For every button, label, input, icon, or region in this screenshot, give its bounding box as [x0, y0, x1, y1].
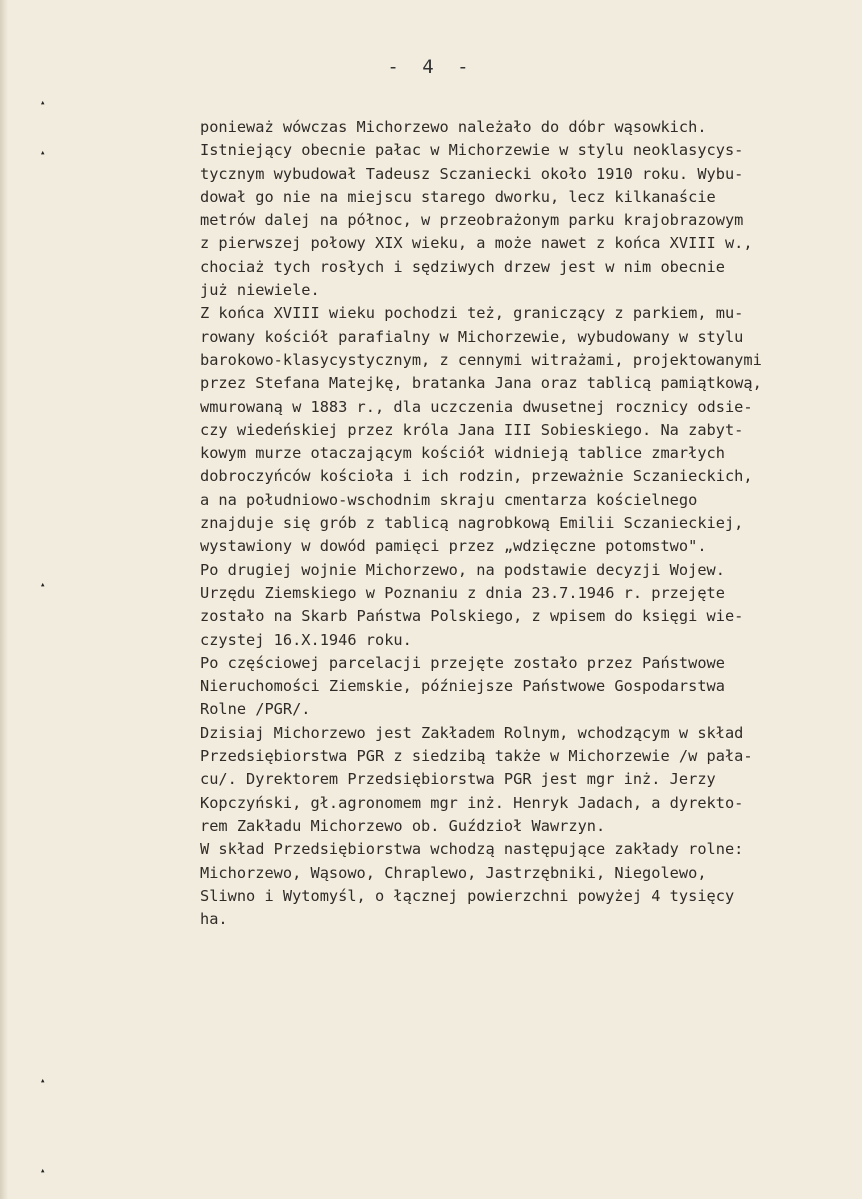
typed-text-body — [200, 116, 762, 931]
text-line: wystawiony w dowód pamięci przez „wdzięczne potomstwo". — [200, 537, 707, 556]
text-line: Istniejący obecnie pałac w Michorzewie w stylu neoklasycys- — [200, 141, 744, 160]
text-line: zostało na Skarb Państwa Polskiego, z wpisem do księgi wie- — [200, 607, 744, 626]
text-line: ponieważ wówczas Michorzewo należało do dóbr wąsowkich. — [200, 118, 707, 136]
text-line: Sliwno i Wytomyśl, o łącznej powierzchni powyżej 4 tysięcy — [200, 886, 735, 905]
text-line: dował go nie na miejscu starego dworku, lecz kilkanaście — [200, 187, 716, 206]
page-number: - 4 - — [387, 56, 475, 78]
text-line: rowany kościół parafialny w Michorzewie, wybudowany w stylu — [200, 327, 744, 346]
text-line: chociaż tych rosłych i sędziwych drzew jest w nim obecnie — [200, 257, 725, 276]
margin-mark: ▴ — [40, 1076, 46, 1086]
scan-edge-shadow — [0, 0, 8, 1199]
margin-mark: ▴ — [40, 1166, 46, 1176]
text-line: Urzędu Ziemskiego w Poznaniu z dnia 23.7.1946 r. przejęte — [200, 583, 725, 602]
text-line: Nieruchomości Ziemskie, późniejsze Państwowe Gospodarstwa — [200, 677, 725, 696]
text-line: ha. — [200, 910, 228, 929]
text-line: Kopczyński, gł.agronomem mgr inż. Henryk Jadach, a dyrekto- — [200, 793, 744, 812]
text-line: dobroczyńców kościoła i ich rodzin, przeważnie Sczanieckich, — [200, 467, 753, 486]
text-line: już niewiele. — [200, 281, 320, 300]
text-line: Dzisiaj Michorzewo jest Zakładem Rolnym, wchodzącym w skład — [200, 723, 744, 742]
margin-mark: ▴ — [40, 580, 46, 590]
text-line: wmurowaną w 1883 r., dla uczczenia dwusetnej rocznicy odsie- — [200, 397, 753, 416]
text-line: tycznym wybudował Tadeusz Sczaniecki około 1910 roku. Wybu- — [200, 164, 744, 183]
text-line: Po drugiej wojnie Michorzewo, na podstawie decyzji Wojew. — [200, 560, 725, 579]
text-line: znajduje się grób z tablicą nagrobkową Emilii Sczanieckiej, — [200, 514, 744, 533]
margin-mark: ▴ — [40, 148, 46, 158]
text-line: kowym murze otaczającym kościół widnieją tablice zmarłych — [200, 444, 725, 463]
text-line: Z końca XVIII wieku pochodzi też, graniczący z parkiem, mu- — [200, 304, 744, 323]
text-line: cu/. Dyrektorem Przedsiębiorstwa PGR jest mgr inż. Jerzy — [200, 770, 716, 789]
text-line: przez Stefana Matejkę, bratanka Jana oraz tablicą pamiątkową, — [200, 374, 762, 393]
text-line: Rolne /PGR/. — [200, 700, 311, 719]
text-line: z pierwszej połowy XIX wieku, a może nawet z końca XVIII w., — [200, 234, 753, 253]
text-line: czystej 16.X.1946 roku. — [200, 630, 412, 649]
text-line: Po częściowej parcelacji przejęte zostało przez Państwowe — [200, 653, 725, 672]
text-line: a na południowo-wschodnim skraju cmentarza kościelnego — [200, 490, 698, 509]
text-line: rem Zakładu Michorzewo ob. Guździoł Wawrzyn. — [200, 816, 606, 835]
text-line: czy wiedeńskiej przez króla Jana III Sobieskiego. Na zabyt- — [200, 420, 744, 439]
text-line: Michorzewo, Wąsowo, Chraplewo, Jastrzębniki, Niegolewo, — [200, 863, 707, 882]
margin-mark: ▴ — [40, 98, 46, 108]
text-line: Przedsiębiorstwa PGR z siedzibą także w Michorzewie /w pała- — [200, 747, 753, 766]
text-line: barokowo-klasycystycznym, z cennymi witrażami, projektowanymi — [200, 350, 762, 369]
text-line: metrów dalej na północ, w przeobrażonym parku krajobrazowym — [200, 211, 744, 230]
text-line: W skład Przedsiębiorstwa wchodzą następujące zakłady rolne: — [200, 840, 744, 859]
